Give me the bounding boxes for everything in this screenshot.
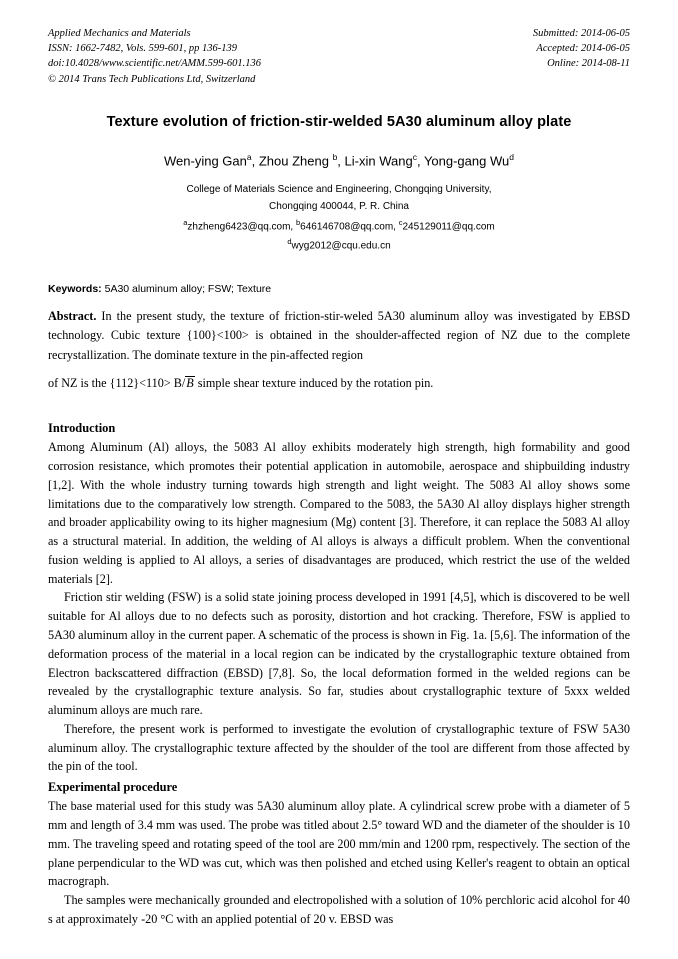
- abstract-label: Abstract.: [48, 308, 97, 323]
- abstract-paragraph: [48, 307, 630, 366]
- author-affiliation-marker: d: [509, 151, 514, 162]
- keywords-value: 5A30 aluminum alloy; FSW; Texture: [101, 282, 272, 295]
- body-paragraph: Therefore, the present work is performed to investigate the evolution of crystallographic texture of FSW 5A30 aluminum alloy. The crystallographic texture affected by the shoulder of the tool are different from those affected by the pin of the tool.: [48, 721, 630, 774]
- email-marker: b: [295, 218, 301, 228]
- author-emails-line-2: [48, 236, 630, 255]
- keywords-line: [48, 283, 630, 295]
- abstract-text: In the present study, the texture of friction-stir-weled 5A30 aluminum alloy was investigated by EBSD technology. Cubic texture {100}<100> is obtained in the shoulder-affected region of NZ due to the complete recrystallization. The dominate texture in the pin-affected region: [48, 308, 630, 363]
- keywords-label: Keywords:: [48, 282, 102, 295]
- body-paragraph: The samples were mechanically grounded and electropolished with a solution of 10% perchloric acid alcohol for 40 s at approximately -20 °C with an applied potential of 20 v. EBSD was: [48, 893, 630, 926]
- date-accepted: Accepted: 2014-06-05: [536, 43, 630, 55]
- affiliation-line-2: Chongqing 400044, P. R. China: [269, 200, 409, 212]
- email-address[interactable]: 245129011@qq.com: [402, 221, 495, 233]
- body-paragraph: Among Aluminum (Al) alloys, the 5083 Al alloy exhibits moderately high strength, high formability and good corrosion resistance, which promotes their potential application in automobile, aerospace and shipbuilding industry [1,2]. With the whole industry turning towards high strength and light weight. The 5083 Al alloy shows some limitations due to the comparatively low strength. Compared to the 5083, the 5A30 Al alloy displays higher strength and broader applicability owing to its higher magnesium (Mg) content [3]. Therefore, it can replace the 5083 Al alloy as a structural material. In addition, the welding of Al alloys is always a difficult problem. When the conventional fusion welding is applied to Al alloys, a series of disadvantages are produced, which restrict the use of the welded materials [2].: [48, 440, 630, 586]
- author-name: Yong-gang Wu: [423, 153, 510, 169]
- email-address[interactable]: wyg2012@cqu.edu.cn: [291, 240, 391, 252]
- affiliation-line-1: College of Materials Science and Engineering, Chongqing University,: [186, 184, 492, 196]
- abstract-tail-before: of NZ is the {112}<110> B/: [48, 376, 186, 390]
- author-name: Wen-ying Gan: [164, 153, 247, 169]
- journal-header: [48, 26, 630, 87]
- email-address[interactable]: 646146708@qq.com,: [300, 221, 399, 233]
- b-bar-symbol: B: [186, 376, 194, 390]
- section-heading: Experimental procedure: [48, 780, 178, 795]
- email-address[interactable]: zhzheng6423@qq.com,: [187, 221, 296, 233]
- journal-name: Applied Mechanics and Materials: [48, 28, 191, 39]
- date-submitted: Submitted: 2014-06-05: [532, 28, 630, 39]
- email-marker: a: [183, 218, 188, 228]
- author-emails-line-1: [48, 217, 630, 236]
- journal-copyright: © 2014 Trans Tech Publications Ltd, Switzerland: [48, 73, 256, 85]
- abstract-tail-after: simple shear texture induced by the rotation pin.: [194, 376, 434, 390]
- date-online: Online: 2014-08-11: [547, 58, 630, 70]
- author-affiliation-marker: c: [412, 151, 417, 162]
- journal-issn-volume: ISSN: 1662-7482, Vols. 599-601, pp 136-139: [48, 43, 237, 55]
- author-list: [48, 152, 630, 168]
- author-separator: ,: [337, 153, 345, 169]
- author-name: Zhou Zheng: [258, 153, 333, 169]
- section-heading: Introduction: [48, 421, 116, 436]
- paper-body: [48, 421, 630, 929]
- author-affiliation-marker: a: [246, 151, 252, 162]
- affiliation: [48, 182, 630, 215]
- author-separator: ,: [416, 153, 424, 169]
- journal-header-left: [48, 26, 261, 87]
- author-separator: ,: [251, 153, 259, 169]
- body-paragraph: Friction stir welding (FSW) is a solid state joining process developed in 1991 [4,5], which is discovered to be well suitable for Al alloys due to no defects such as porosity, distortion and hot cracking. Therefore, FSW is applied to 5A30 aluminum alloy in the current paper. A schematic of the process is shown in Fig. 1a. [5,6]. The information of the deformation process of the material in a local region can be indicated by the crystallographic texture obtained from Electron backscattered diffraction (EBSD) [7,8]. So, the local deformation formed in the welded regions can be revealed by the crystallographic texture analysis. So far, studies about crystallographic texture of 5xxx welded aluminum alloys are much rare.: [48, 590, 630, 718]
- author-name: Li-xin Wang: [344, 153, 413, 169]
- journal-doi: doi:10.4028/www.scientific.net/AMM.599-601.136: [48, 58, 261, 70]
- body-paragraph: The base material used for this study was 5A30 aluminum alloy plate. A cylindrical screw probe with a diameter of 5 mm and length of 3.4 mm was used. The probe was titled about 2.5° toward WD and the diameter of the shoulder is 10 mm. The traveling speed and rotating speed of the tool are 200 mm/min and 1200 rpm, respectively. The section of the plane perpendicular to the WD was cut, which was then polished and etched using Keller's reagent to obtain an optical macrograph.: [48, 799, 630, 889]
- page-title: Texture evolution of friction-stir-welded 5A30 aluminum alloy plate: [106, 113, 572, 130]
- journal-header-right: [533, 26, 630, 72]
- abstract-tail: [48, 372, 630, 395]
- author-emails: [48, 217, 630, 255]
- email-marker: d: [287, 236, 292, 246]
- email-marker: c: [398, 218, 403, 228]
- author-affiliation-marker: b: [332, 151, 338, 162]
